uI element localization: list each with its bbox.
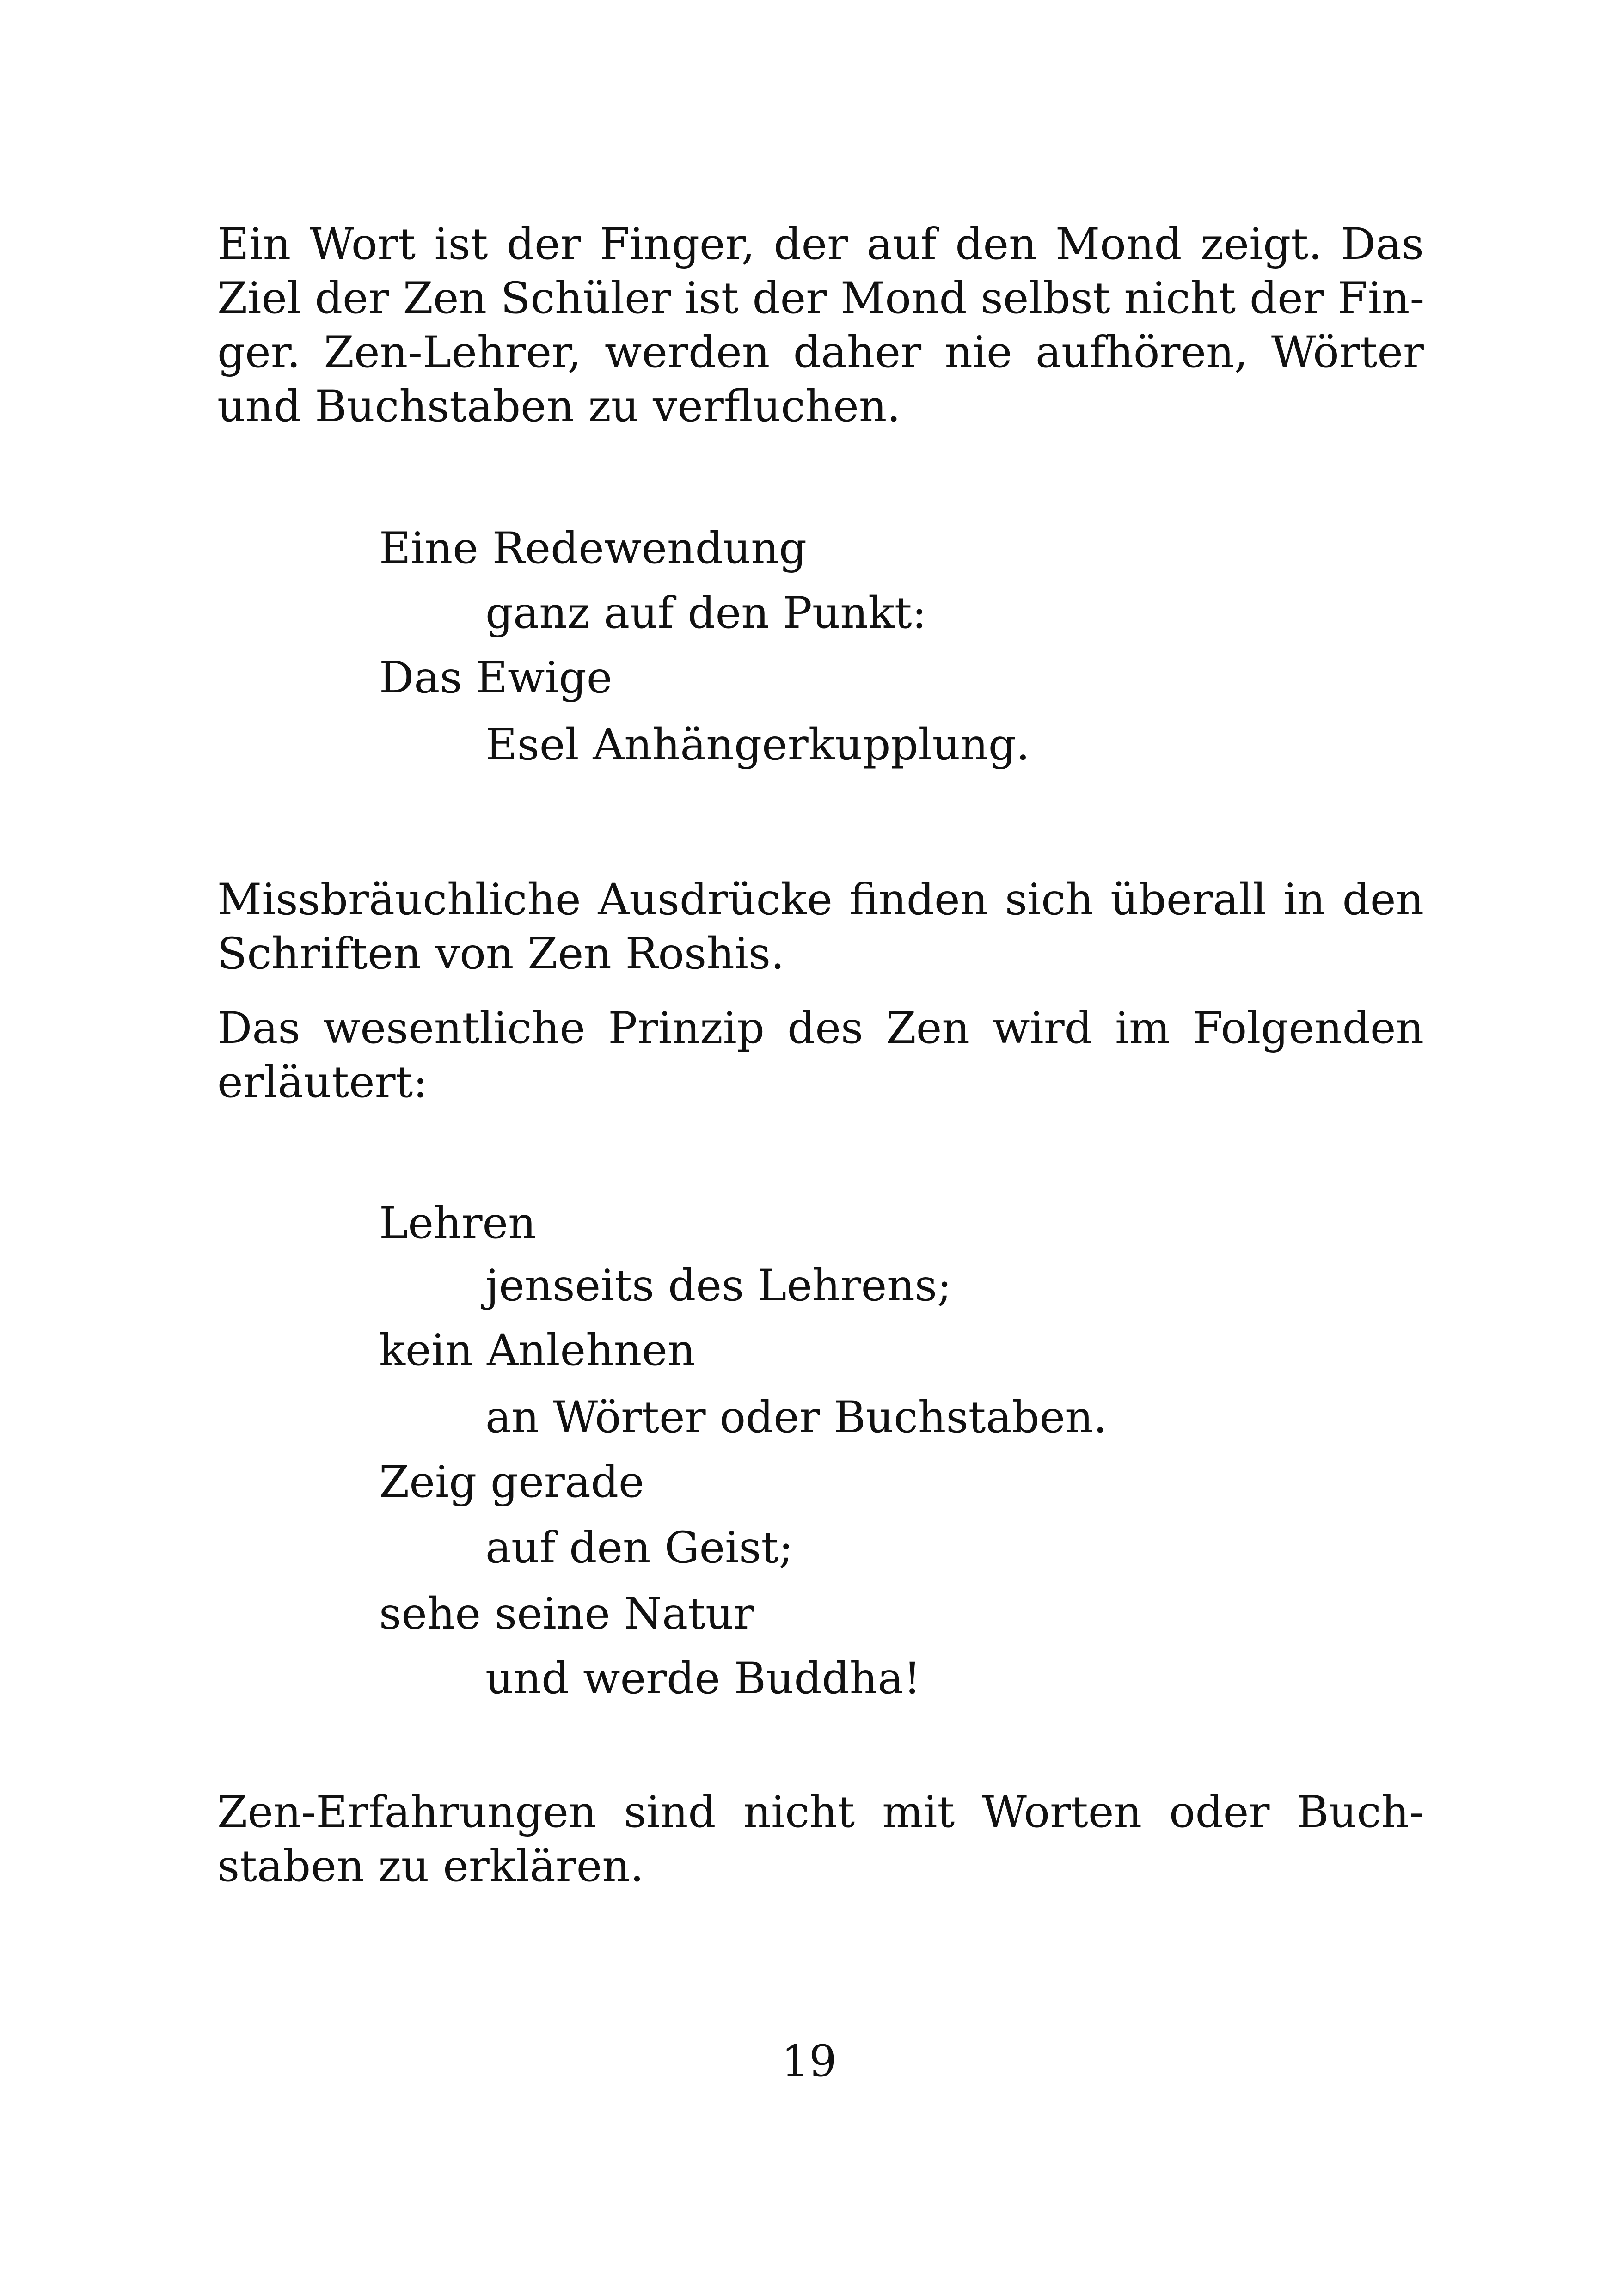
text-line: Ziel der Zen Schüler ist der Mond selbst nicht der Fin- <box>217 273 1425 324</box>
verse-line: sehe seine Natur <box>379 1589 754 1639</box>
text-line: Das wesentliche Prinzip des Zen wird im Folgenden <box>217 1003 1424 1053</box>
text-line: und Buchstaben zu verfluchen. <box>217 381 901 432</box>
text-line: Zen-Erfahrungen sind nicht mit Worten oder Buch- <box>217 1787 1424 1837</box>
text-line: staben zu erklären. <box>217 1841 644 1892</box>
page-number: 19 <box>781 2036 837 2087</box>
text-line: ger. Zen-Lehrer, werden daher nie aufhören, Wörter <box>217 327 1424 378</box>
verse-line: Esel Anhängerkupplung. <box>485 720 1030 770</box>
paragraph-prinzip <box>217 1001 1424 1109</box>
verse-line: auf den Geist; <box>485 1523 793 1573</box>
verse-line: ganz auf den Punkt: <box>485 588 927 638</box>
text-line: Missbräuchliche Ausdrücke finden sich überall in den <box>217 875 1424 925</box>
text-line: Schriften von Zen Roshis. <box>217 929 785 979</box>
verse-line: Zeig gerade <box>379 1457 644 1507</box>
verse-line: kein Anlehnen <box>379 1325 696 1376</box>
text-line: Ein Wort ist der Finger, der auf den Mond zeigt. Das <box>217 219 1424 269</box>
verse-line: Eine Redewendung <box>379 523 807 574</box>
text-line: erläutert: <box>217 1057 428 1108</box>
paragraph-zen-erfahrungen <box>217 1785 1424 1893</box>
verse-line: jenseits des Lehrens; <box>485 1261 952 1311</box>
paragraph-ausdruecke <box>217 873 1424 981</box>
verse-line: Das Ewige <box>379 653 613 703</box>
verse-line: und werde Buddha! <box>485 1653 921 1704</box>
paragraph-finger-moon <box>217 217 1424 434</box>
verse-line: Lehren <box>379 1198 536 1249</box>
verse-line: an Wörter oder Buchstaben. <box>485 1392 1107 1443</box>
